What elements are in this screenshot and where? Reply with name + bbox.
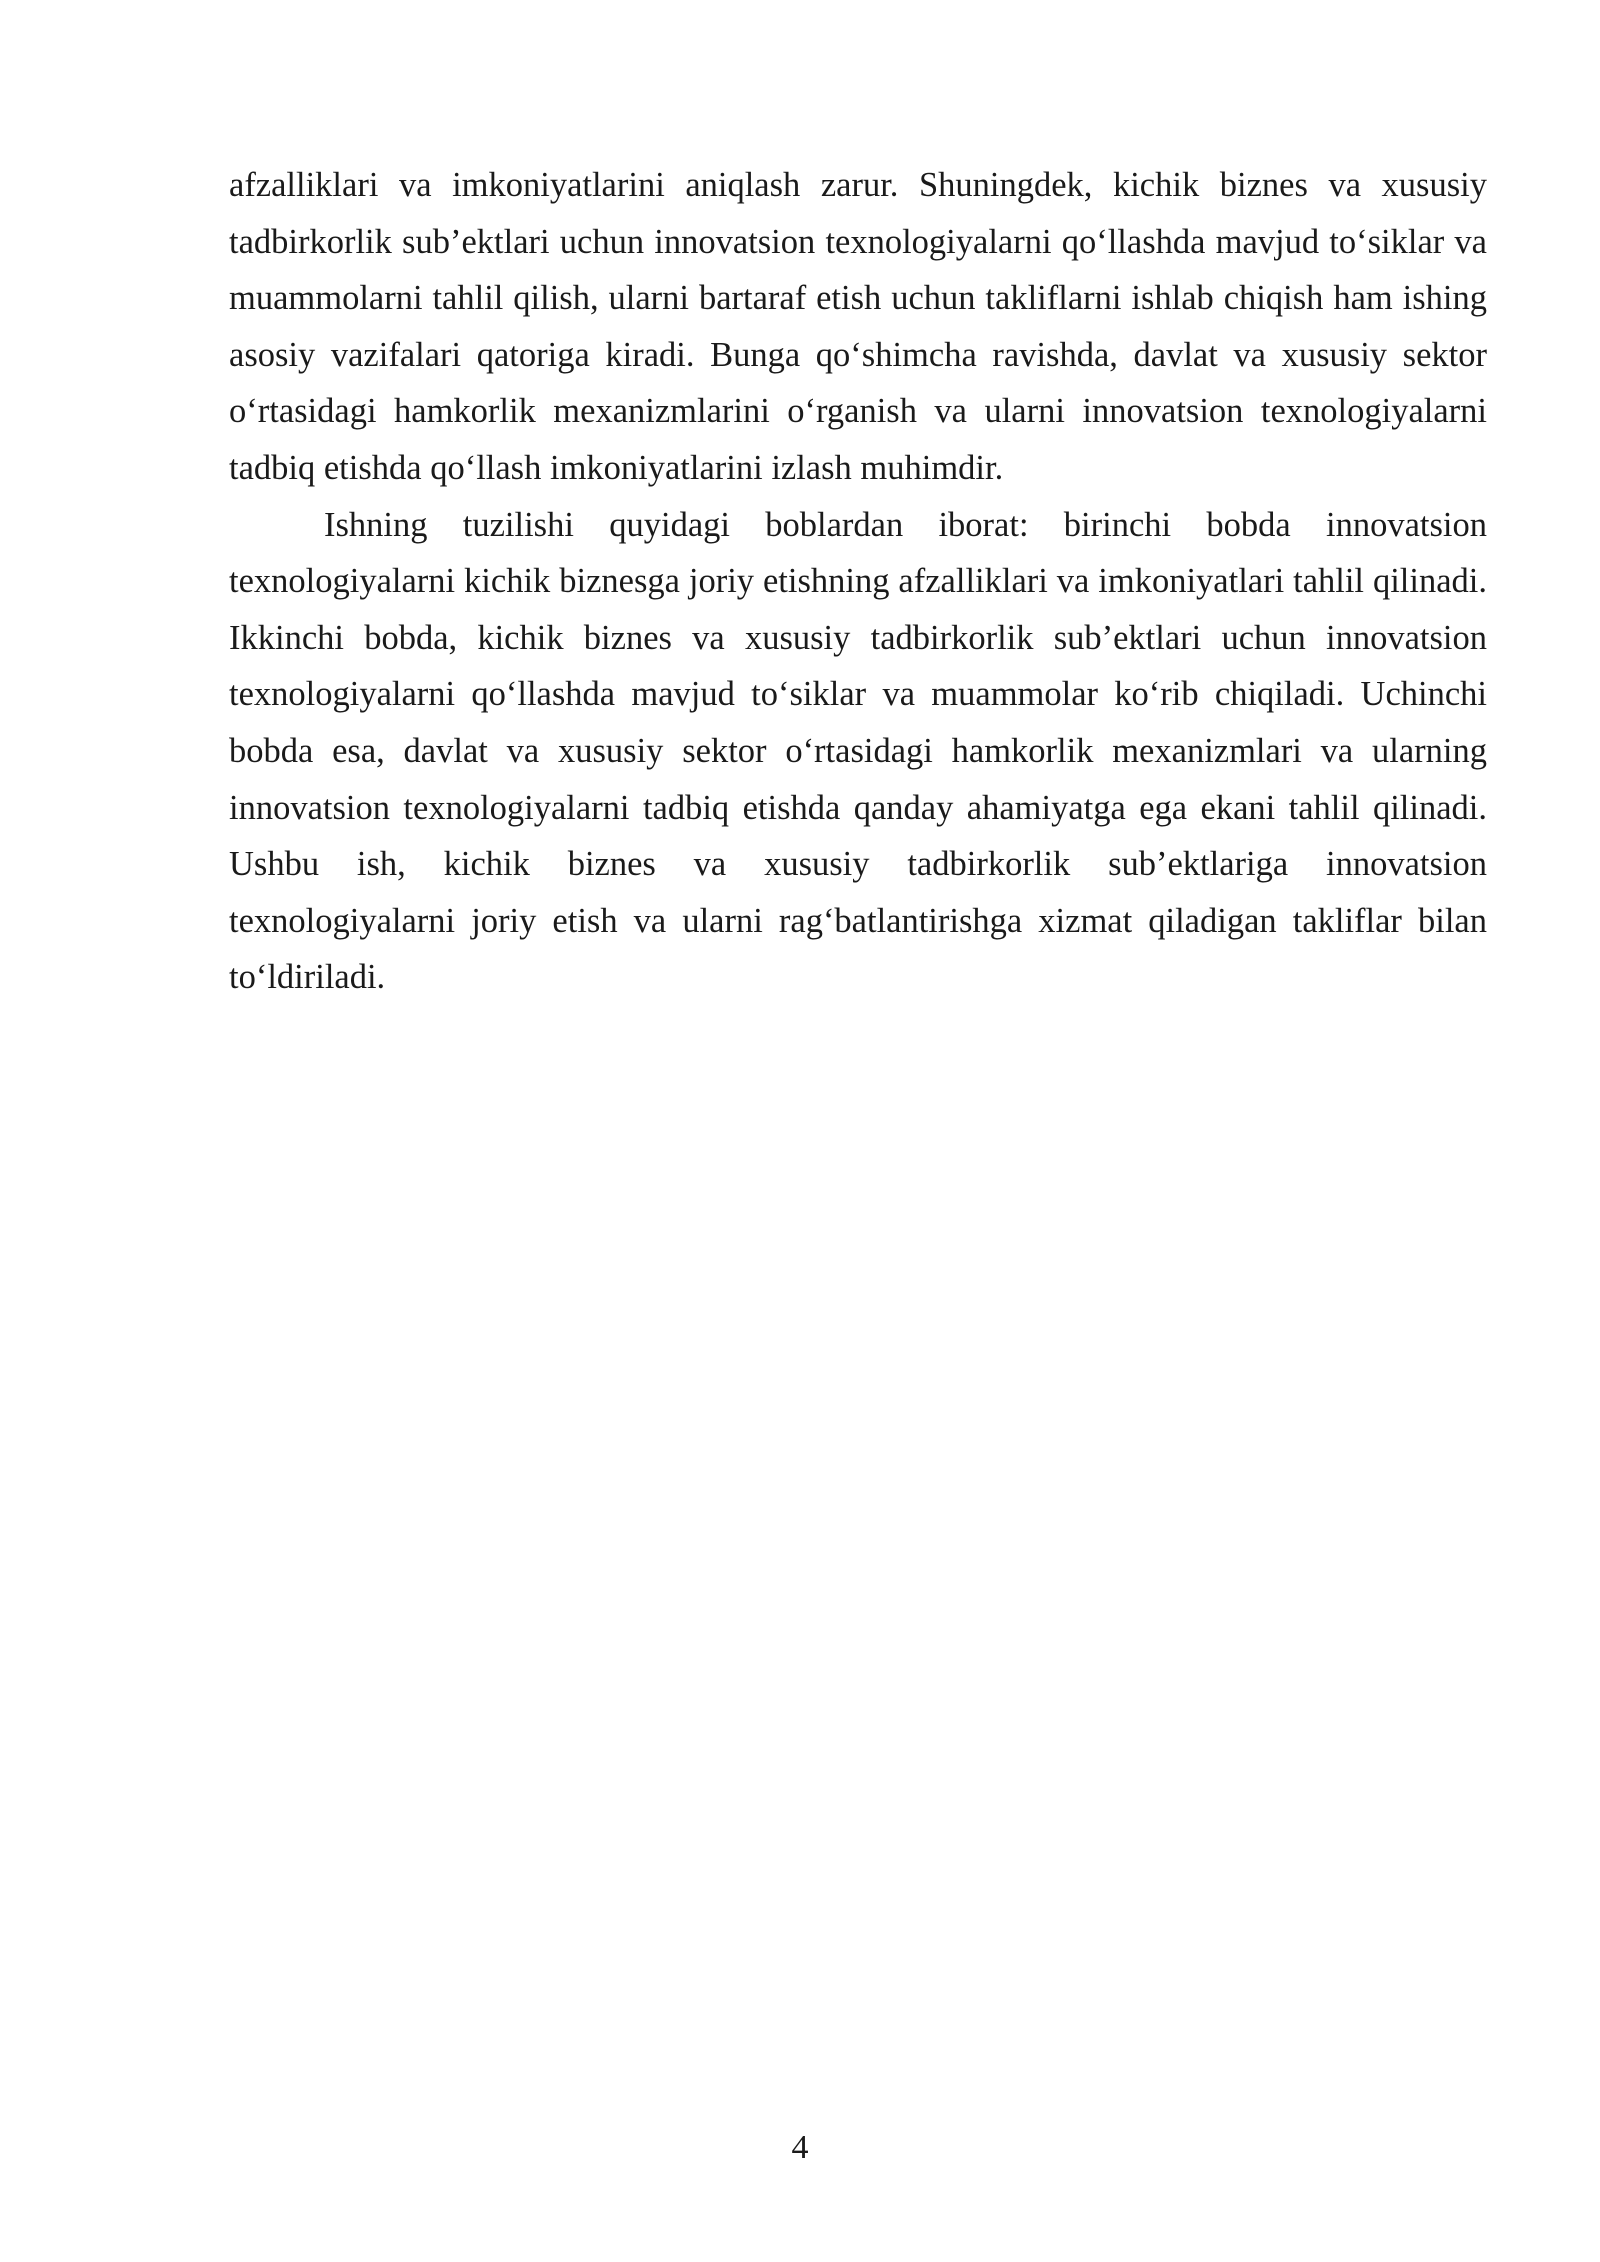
- paragraph-structure: Ishning tuzilishi quyidagi boblardan iborat: birinchi bobda innovatsion texnologiyalarni kichik biznesga joriy etishning afzalliklari va imkoniyatlari tahlil qilinadi. Ikkinchi bobda, kichik biznes va xususiy tadbirkorlik sub’ektlari uchun innovatsion texnologiyalarni qo‘llashda mavjud to‘siklar va muammolar ko‘rib chiqiladi. Uchinchi bobda esa, davlat va xususiy sektor o‘rtasidagi hamkorlik mexanizmlari va ularning innovatsion texnologiyalarni tadbiq etishda qanday ahamiyatga ega ekani tahlil qilinadi. Ushbu ish, kichik biznes va xususiy tadbirkorlik sub’ektlariga innovatsion texnologiyalarni joriy etish va ularni rag‘batlantirishga xizmat qiladigan takliflar bilan to‘ldiriladi.: [229, 505, 1487, 997]
- body-text: [229, 157, 1487, 1006]
- paragraph-continuation: afzalliklari va imkoniyatlarini aniqlash zarur. Shuningdek, kichik biznes va xususiy tadbirkorlik sub’ektlari uchun innovatsion texnologiyalarni qo‘llashda mavjud to‘siklar va muammolarni tahlil qilish, ularni bartaraf etish uchun takliflarni ishlab chiqish ham ishing asosiy vazifalari qatoriga kiradi. Bunga qo‘shimcha ravishda, davlat va xususiy sektor o‘rtasidagi hamkorlik mexanizmlarini o‘rganish va ularni innovatsion texnologiyalarni tadbiq etishda qo‘llash imkoniyatlarini izlash muhimdir.: [229, 166, 1487, 487]
- page-number: 4: [791, 2129, 809, 2166]
